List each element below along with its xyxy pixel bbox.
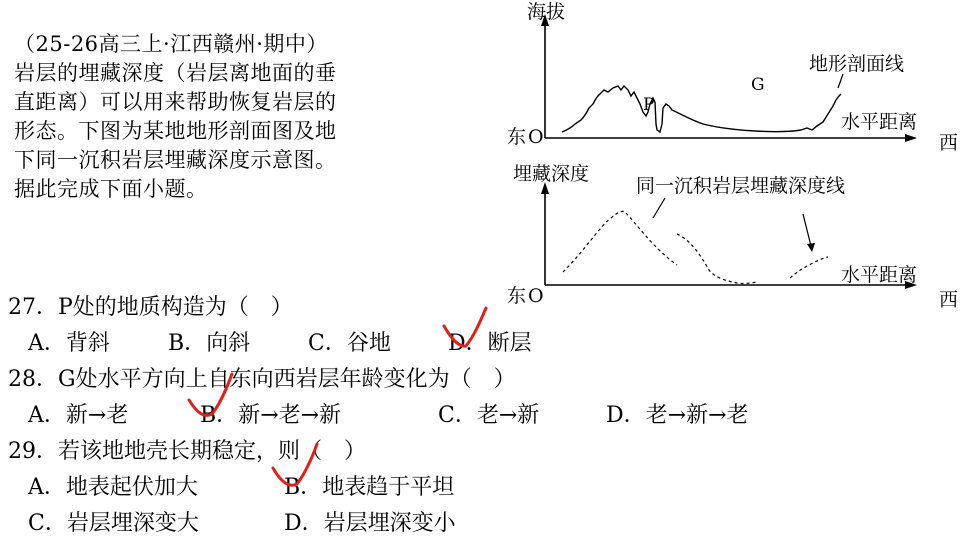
intro-line: 下同一沉积岩层埋藏深度示意图。 <box>14 148 337 172</box>
intro-line: 据此完成下面小题。 <box>14 177 208 201</box>
option-a[interactable]: A．地表起伏加大 <box>28 475 198 500</box>
question-stem: 28．G处水平方向上自东向西岩层年龄变化为（ ） <box>8 367 516 392</box>
elevation-axis-label: 海拔 <box>527 1 566 23</box>
option-row <box>8 470 908 506</box>
point-p-label: P <box>643 95 655 115</box>
option-d[interactable]: D．老→新→老 <box>606 403 749 428</box>
distance-axis-arrow <box>905 134 917 142</box>
option-a[interactable]: A．新→老 <box>28 403 129 428</box>
west-label: 西 <box>939 132 959 154</box>
burial-depth-line-segment <box>677 234 757 283</box>
option-row <box>8 326 908 362</box>
origin-label: O <box>528 126 544 148</box>
question-stem: 27．P处的地质构造为（ ） <box>8 295 293 320</box>
east-label-bottom: 东 <box>507 285 527 307</box>
burial-label-pointer-left <box>653 198 665 218</box>
point-g-label: G <box>751 75 765 95</box>
east-label: 东 <box>507 126 527 148</box>
intro-text <box>14 30 454 204</box>
burial-depth-line-segment <box>563 211 677 272</box>
option-row <box>8 506 908 542</box>
burial-depth-panel <box>507 163 958 310</box>
intro-line: 直距离）可以用来帮助恢复岩层的 <box>14 90 337 114</box>
terrain-profile-label: 地形剖面线 <box>809 53 905 75</box>
option-c[interactable]: C．谷地 <box>308 331 391 356</box>
origin-label-bottom: O <box>528 285 544 307</box>
terrain-profile-line <box>562 86 841 132</box>
option-b[interactable]: B．地表趋于平坦 <box>284 475 455 500</box>
option-d[interactable]: D．断层 <box>448 331 532 356</box>
option-b[interactable]: B．向斜 <box>168 331 251 356</box>
west-label-bottom: 西 <box>939 289 959 310</box>
option-c[interactable]: C．老→新 <box>438 403 540 428</box>
question-list <box>8 290 908 542</box>
option-row <box>8 398 908 434</box>
option-d[interactable]: D．岩层埋深变小 <box>284 511 456 536</box>
option-a[interactable]: A．背斜 <box>28 331 110 356</box>
profile-panel <box>507 1 958 154</box>
intro-line: （25-26高三上·江西赣州·期中） <box>14 32 328 56</box>
option-b[interactable]: B．新→老→新 <box>200 403 342 428</box>
burial-label-pointer-right <box>803 214 811 246</box>
burial-depth-line-label: 同一沉积岩层埋藏深度线 <box>636 175 846 197</box>
intro-line: 岩层的埋藏深度（岩层离地面的垂 <box>14 61 337 85</box>
intro-line: 形态。下图为某地地形剖面图及地 <box>14 119 337 143</box>
distance-axis-label-bottom: 水平距离 <box>841 264 918 286</box>
burial-depth-axis-label: 埋藏深度 <box>513 163 590 185</box>
terrain-label-pointer <box>838 74 843 88</box>
terrain-burial-depth-diagram <box>505 0 960 310</box>
question-stem: 29．若该地地壳长期稳定，则（ ） <box>8 439 366 464</box>
option-c[interactable]: C．岩层埋深变大 <box>28 511 199 536</box>
distance-axis-label: 水平距离 <box>841 111 918 133</box>
burial-label-arrowhead <box>807 243 815 252</box>
burial-depth-line-segment <box>790 257 828 278</box>
